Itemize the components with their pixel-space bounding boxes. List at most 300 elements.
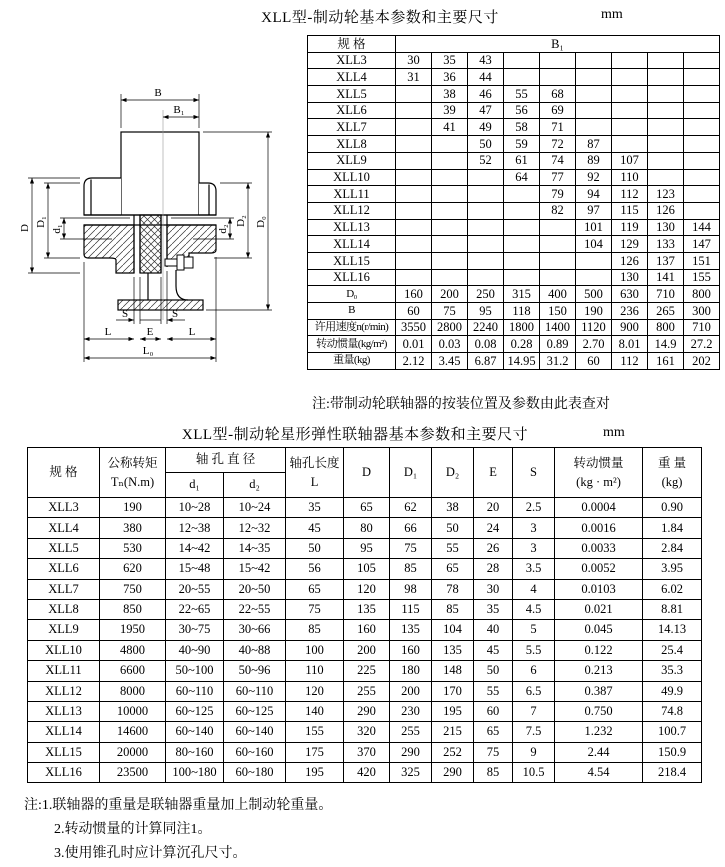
b1-value-cell (612, 136, 648, 153)
param-value-cell: 710 (648, 286, 684, 303)
table2-notes (24, 794, 332, 866)
table2-cell: 60~125 (166, 701, 224, 721)
table2-bore-len-header (286, 448, 344, 498)
table2-cell: 4 (513, 579, 555, 599)
param-value-cell: 0.89 (540, 336, 576, 353)
table1-row (308, 86, 720, 103)
table1-row (308, 119, 720, 136)
table2-cell: 148 (432, 661, 474, 681)
b1-value-cell (432, 202, 468, 219)
table2-cell: 60~180 (224, 763, 286, 783)
b1-value-cell (648, 86, 684, 103)
table2-cell: 0.0103 (555, 579, 643, 599)
table2-cell: 215 (432, 722, 474, 742)
param-value-cell: 1400 (540, 319, 576, 336)
table2-cell: XLL6 (28, 559, 100, 579)
table2-cell: 60~110 (224, 681, 286, 701)
table2-cell: 325 (390, 763, 432, 783)
table2-cell: 75 (390, 538, 432, 558)
weight-unit: (kg) (661, 474, 683, 489)
spec-cell: XLL4 (308, 69, 396, 86)
table2-cell: 66 (390, 518, 432, 538)
b1-value-cell (684, 69, 720, 86)
table2-cell: 370 (344, 742, 390, 762)
table2-cell: 14600 (100, 722, 166, 742)
b1-value-cell: 49 (468, 119, 504, 136)
table2-cell: 60~140 (166, 722, 224, 742)
b1-value-cell (648, 169, 684, 186)
b1-value-cell (648, 52, 684, 69)
b1-value-cell: 87 (576, 136, 612, 153)
table2-title: XLL型-制动轮星形弹性联轴器基本参数和主要尺寸 (181, 427, 529, 443)
table2-cell: 40~88 (224, 640, 286, 660)
b1-value-cell: 137 (648, 252, 684, 269)
table2-cell: XLL8 (28, 599, 100, 619)
table2-cell: 0.0052 (555, 559, 643, 579)
table2-cell: XLL9 (28, 620, 100, 640)
table1-spec-header: 规 格 (308, 36, 396, 53)
b1-value-cell: 39 (432, 102, 468, 119)
b1-value-cell (432, 252, 468, 269)
table2-d1-header: D₁ (390, 448, 432, 498)
table2-weight-header (643, 448, 702, 498)
b1-value-cell (684, 119, 720, 136)
note-line-3: 3.使用锥孔时应计算沉孔尺寸。 (54, 846, 247, 861)
b1-value-cell (468, 219, 504, 236)
table2-cell: 4.5 (513, 599, 555, 619)
b1-value-cell (648, 152, 684, 169)
param-value-cell: 710 (684, 319, 720, 336)
table2-cell: 75 (286, 599, 344, 619)
param-value-cell: 0.08 (468, 336, 504, 353)
table2-row (28, 640, 702, 660)
b1-value-cell (576, 69, 612, 86)
b1-value-cell: 130 (648, 219, 684, 236)
param-value-cell: 150 (540, 303, 576, 320)
table2-cell: 15~42 (224, 559, 286, 579)
b1-value-cell (396, 119, 432, 136)
table2-cell: 55 (432, 538, 474, 558)
b1-value-cell: 129 (612, 236, 648, 253)
table2-d2-bore-header: d₂ (224, 473, 286, 498)
table2-cell: 45 (474, 640, 513, 660)
table2-cell: 170 (432, 681, 474, 701)
table2-cell: 60~140 (224, 722, 286, 742)
param-value-cell: 630 (612, 286, 648, 303)
table2-row (28, 538, 702, 558)
table2-cell: 65 (344, 498, 390, 518)
spec-cell: XLL12 (308, 202, 396, 219)
spec-cell: XLL15 (308, 252, 396, 269)
table2-cell: 218.4 (643, 763, 702, 783)
spec-cell: XLL14 (308, 236, 396, 253)
b1-value-cell: 126 (612, 252, 648, 269)
table2-cell: 22~65 (166, 599, 224, 619)
table2-cell: 1.232 (555, 722, 643, 742)
table2-cell: XLL14 (28, 722, 100, 742)
b1-value-cell (396, 269, 432, 286)
table2-cell: 20~50 (224, 579, 286, 599)
table2-cell: 7.5 (513, 722, 555, 742)
b1-value-cell (396, 236, 432, 253)
param-value-cell: 6.87 (468, 353, 504, 370)
b1-value-cell (684, 52, 720, 69)
b1-value-cell (576, 269, 612, 286)
table1-unit: mm (601, 7, 623, 22)
param-label-cell: 许用速度n(r/min) (308, 319, 396, 336)
param-value-cell: 3.45 (432, 353, 468, 370)
param-value-cell: 2.12 (396, 353, 432, 370)
table2-cell: 100.7 (643, 722, 702, 742)
table2-cell: 0.213 (555, 661, 643, 681)
table2-cell: 38 (432, 498, 474, 518)
table2-cell: 75 (474, 742, 513, 762)
param-value-cell: 236 (612, 303, 648, 320)
b1-value-cell (648, 136, 684, 153)
weight-label: 重 量 (657, 455, 687, 470)
param-label-cell: D₀ (308, 286, 396, 303)
coupling-parameters-table (27, 447, 702, 783)
table2-row (28, 498, 702, 518)
table2-cell: XLL4 (28, 518, 100, 538)
b1-value-cell (396, 86, 432, 103)
table2-cell: 60~160 (224, 742, 286, 762)
b1-value-cell (396, 102, 432, 119)
table2-cell: 0.0033 (555, 538, 643, 558)
brake-wheel-parameters-table (307, 35, 720, 370)
table2-row (28, 661, 702, 681)
table2-s-header: S (513, 448, 555, 498)
table1-header-row (308, 36, 720, 53)
b1-value-cell (612, 119, 648, 136)
spec-cell: XLL3 (308, 52, 396, 69)
table2-bore-dia-header: 轴 孔 直 径 (166, 448, 286, 473)
table2-cell: 35 (286, 498, 344, 518)
table2-cell: 110 (286, 661, 344, 681)
table2-cell: 65 (286, 579, 344, 599)
b1-value-cell (396, 136, 432, 153)
table2-cell: 320 (344, 722, 390, 742)
table2-cell: 105 (344, 559, 390, 579)
b1-value-cell (504, 219, 540, 236)
table2-cell: 55 (474, 681, 513, 701)
b1-value-cell: 92 (576, 169, 612, 186)
b1-value-cell (396, 252, 432, 269)
table2-cell: 14~35 (224, 538, 286, 558)
table1-row (308, 169, 720, 186)
spec-cell: XLL16 (308, 269, 396, 286)
b1-value-cell (648, 69, 684, 86)
table2-cell: 1.84 (643, 518, 702, 538)
b1-value-cell (468, 202, 504, 219)
b1-value-cell: 112 (612, 186, 648, 203)
b1-value-cell (540, 52, 576, 69)
b1-value-cell (468, 236, 504, 253)
b1-value-cell (612, 102, 648, 119)
table2-cell: 195 (432, 701, 474, 721)
b1-value-cell: 59 (504, 136, 540, 153)
b1-value-cell (432, 236, 468, 253)
b1-value-cell (576, 252, 612, 269)
b1-value-cell (504, 202, 540, 219)
param-value-cell: 900 (612, 319, 648, 336)
table2-cell: 9 (513, 742, 555, 762)
param-label-cell: 转动惯量(kg/m²) (308, 336, 396, 353)
table2-cell: 200 (390, 681, 432, 701)
table2-cell: 255 (344, 681, 390, 701)
param-value-cell: 2.70 (576, 336, 612, 353)
table2-cell: 5 (513, 620, 555, 640)
dim-label-l-right: L (188, 326, 196, 338)
table2-spec-header: 规 格 (28, 448, 100, 498)
b1-value-cell (468, 252, 504, 269)
table2-cell: 50 (474, 661, 513, 681)
table2-unit: mm (603, 425, 625, 440)
table2-cell: 20000 (100, 742, 166, 762)
table1-row (308, 102, 720, 119)
b1-value-cell: 94 (576, 186, 612, 203)
table2-cell: 3.95 (643, 559, 702, 579)
param-value-cell: 500 (576, 286, 612, 303)
table2-cell: 6.02 (643, 579, 702, 599)
spec-cell: XLL6 (308, 102, 396, 119)
table2-cell: 8000 (100, 681, 166, 701)
b1-value-cell (540, 219, 576, 236)
table2-cell: 12~32 (224, 518, 286, 538)
param-value-cell: 300 (684, 303, 720, 320)
table2-cell: XLL11 (28, 661, 100, 681)
spec-cell: XLL10 (308, 169, 396, 186)
b1-value-cell: 101 (576, 219, 612, 236)
b1-value-cell (684, 86, 720, 103)
dim-label-d1-small: d₁ (51, 224, 63, 234)
param-value-cell: 161 (648, 353, 684, 370)
param-value-cell: 3550 (396, 319, 432, 336)
table2-cell: 50~100 (166, 661, 224, 681)
table2-cell: 85 (474, 763, 513, 783)
table1-note: 注:带制动轮联轴器的按装位置及参数由此表查对 (312, 397, 610, 412)
table2-row (28, 599, 702, 619)
dim-label-d0: D₀ (255, 216, 267, 228)
param-value-cell: 31.2 (540, 353, 576, 370)
table2-cell: 190 (100, 498, 166, 518)
table1-row (308, 202, 720, 219)
table2-cell: 200 (344, 640, 390, 660)
table2-cell: 0.045 (555, 620, 643, 640)
table2-cell: 56 (286, 559, 344, 579)
table2-cell: 22~55 (224, 599, 286, 619)
dim-label-l0: L₀ (142, 345, 154, 357)
table2-cell: 0.387 (555, 681, 643, 701)
table1-row (308, 186, 720, 203)
b1-value-cell (396, 169, 432, 186)
table2-cell: 120 (286, 681, 344, 701)
table2-cell: 120 (344, 579, 390, 599)
b1-value-cell: 64 (504, 169, 540, 186)
table2-cell: 62 (390, 498, 432, 518)
table2-cell: 30~75 (166, 620, 224, 640)
b1-value-cell: 130 (612, 269, 648, 286)
table2-cell: 60~110 (166, 681, 224, 701)
table2-cell: 80 (344, 518, 390, 538)
table2-cell: 35 (474, 599, 513, 619)
table2-cell: 6 (513, 661, 555, 681)
b1-value-cell: 55 (504, 86, 540, 103)
table1-row (308, 52, 720, 69)
b1-value-cell (432, 169, 468, 186)
table2-row (28, 722, 702, 742)
table2-cell: 6600 (100, 661, 166, 681)
table2-cell: 1950 (100, 620, 166, 640)
spec-cell: XLL5 (308, 86, 396, 103)
b1-value-cell (468, 169, 504, 186)
b1-value-cell (648, 102, 684, 119)
table2-cell: 225 (344, 661, 390, 681)
table2-cell: 10.5 (513, 763, 555, 783)
dim-label-d2-small: d₂ (217, 224, 229, 234)
table2-inertia-header (555, 448, 643, 498)
param-value-cell: 2800 (432, 319, 468, 336)
table2-cell: 85 (286, 620, 344, 640)
table2-cell: 140 (286, 701, 344, 721)
table2-cell: 65 (432, 559, 474, 579)
b1-value-cell (576, 86, 612, 103)
b1-value-cell: 72 (540, 136, 576, 153)
b1-value-cell (540, 252, 576, 269)
b1-value-cell (432, 219, 468, 236)
table2-cell: XLL16 (28, 763, 100, 783)
table2-cell: 60~125 (224, 701, 286, 721)
table2-d1-bore-header: d₁ (166, 473, 224, 498)
table2-cell: 20~55 (166, 579, 224, 599)
table2-cell: 24 (474, 518, 513, 538)
b1-value-cell: 115 (612, 202, 648, 219)
b1-value-cell (612, 52, 648, 69)
table2-cell: 180 (390, 661, 432, 681)
b1-value-cell (648, 119, 684, 136)
dim-label-b: B (154, 87, 162, 99)
b1-value-cell (504, 186, 540, 203)
b1-value-cell (396, 152, 432, 169)
table2-row (28, 742, 702, 762)
param-value-cell: 95 (468, 303, 504, 320)
dim-label-s-left: S (121, 308, 129, 320)
spec-cell: XLL13 (308, 219, 396, 236)
param-value-cell: 75 (432, 303, 468, 320)
b1-value-cell (396, 219, 432, 236)
b1-value-cell: 35 (432, 52, 468, 69)
table2-cell: 115 (390, 599, 432, 619)
table2-cell: 74.8 (643, 701, 702, 721)
table2-cell: 290 (390, 742, 432, 762)
table2-cell: 620 (100, 559, 166, 579)
b1-value-cell: 31 (396, 69, 432, 86)
bore-len-label: 轴孔长度 (289, 455, 340, 470)
b1-value-cell: 144 (684, 219, 720, 236)
b1-value-cell: 104 (576, 236, 612, 253)
b1-value-cell: 151 (684, 252, 720, 269)
dim-label-s-right: S (171, 308, 179, 320)
dim-label-d: D (19, 224, 31, 232)
table2-cell: 20 (474, 498, 513, 518)
table2-cell: XLL15 (28, 742, 100, 762)
table2-cell: 255 (390, 722, 432, 742)
table2-cell: 0.750 (555, 701, 643, 721)
table2-cell: 195 (286, 763, 344, 783)
table2-cell: 14~42 (166, 538, 224, 558)
b1-value-cell: 46 (468, 86, 504, 103)
table2-row (28, 763, 702, 783)
table2-cell: 49.9 (643, 681, 702, 701)
table2-cell: 2.84 (643, 538, 702, 558)
b1-value-cell: 77 (540, 169, 576, 186)
table2-cell: 14.13 (643, 620, 702, 640)
dim-label-d1-big: D₁ (35, 216, 47, 228)
b1-value-cell: 41 (432, 119, 468, 136)
inertia-unit: (kg · m²) (576, 474, 621, 489)
table2-row (28, 579, 702, 599)
table1-param-row (308, 319, 720, 336)
dim-label-e: E (146, 326, 154, 338)
note-line-2: 2.转动惯量的计算同注1。 (54, 822, 212, 837)
b1-value-cell: 107 (612, 152, 648, 169)
param-value-cell: 400 (540, 286, 576, 303)
param-value-cell: 14.95 (504, 353, 540, 370)
table2-cell: 3 (513, 518, 555, 538)
param-value-cell: 160 (396, 286, 432, 303)
param-label-cell: B (308, 303, 396, 320)
table1-row (308, 252, 720, 269)
param-value-cell: 200 (432, 286, 468, 303)
b1-value-cell: 38 (432, 86, 468, 103)
table2-cell: 50 (432, 518, 474, 538)
b1-value-cell (684, 169, 720, 186)
b1-value-cell (432, 186, 468, 203)
table2-cell: XLL5 (28, 538, 100, 558)
table2-cell: 60 (474, 701, 513, 721)
table2-cell: 15~48 (166, 559, 224, 579)
param-value-cell: 27.2 (684, 336, 720, 353)
table2-cell: 135 (344, 599, 390, 619)
table2-cell: XLL7 (28, 579, 100, 599)
param-value-cell: 60 (576, 353, 612, 370)
part-outline (84, 132, 216, 310)
dim-label-l-left: L (104, 326, 112, 338)
table2-cell: 40~90 (166, 640, 224, 660)
table1-row (308, 236, 720, 253)
table2-cell: 0.021 (555, 599, 643, 619)
table1-param-row (308, 336, 720, 353)
table2-cell: 8.81 (643, 599, 702, 619)
table2-cell: 2.44 (555, 742, 643, 762)
coupling-section-drawing (18, 62, 308, 407)
b1-value-cell (396, 202, 432, 219)
table2-cell: 85 (432, 599, 474, 619)
b1-value-cell (504, 269, 540, 286)
table2-cell: 0.0016 (555, 518, 643, 538)
table2-cell: 6.5 (513, 681, 555, 701)
note-line-1: 注:1.联轴器的重量是联轴器重量加上制动轮重量。 (24, 798, 333, 813)
table2-row (28, 518, 702, 538)
table2-cell: 78 (432, 579, 474, 599)
table1-row (308, 152, 720, 169)
b1-value-cell: 119 (612, 219, 648, 236)
b1-value-cell (684, 186, 720, 203)
param-value-cell: 60 (396, 303, 432, 320)
b1-value-cell: 97 (576, 202, 612, 219)
spec-cell: XLL9 (308, 152, 396, 169)
table2-cell: 12~38 (166, 518, 224, 538)
